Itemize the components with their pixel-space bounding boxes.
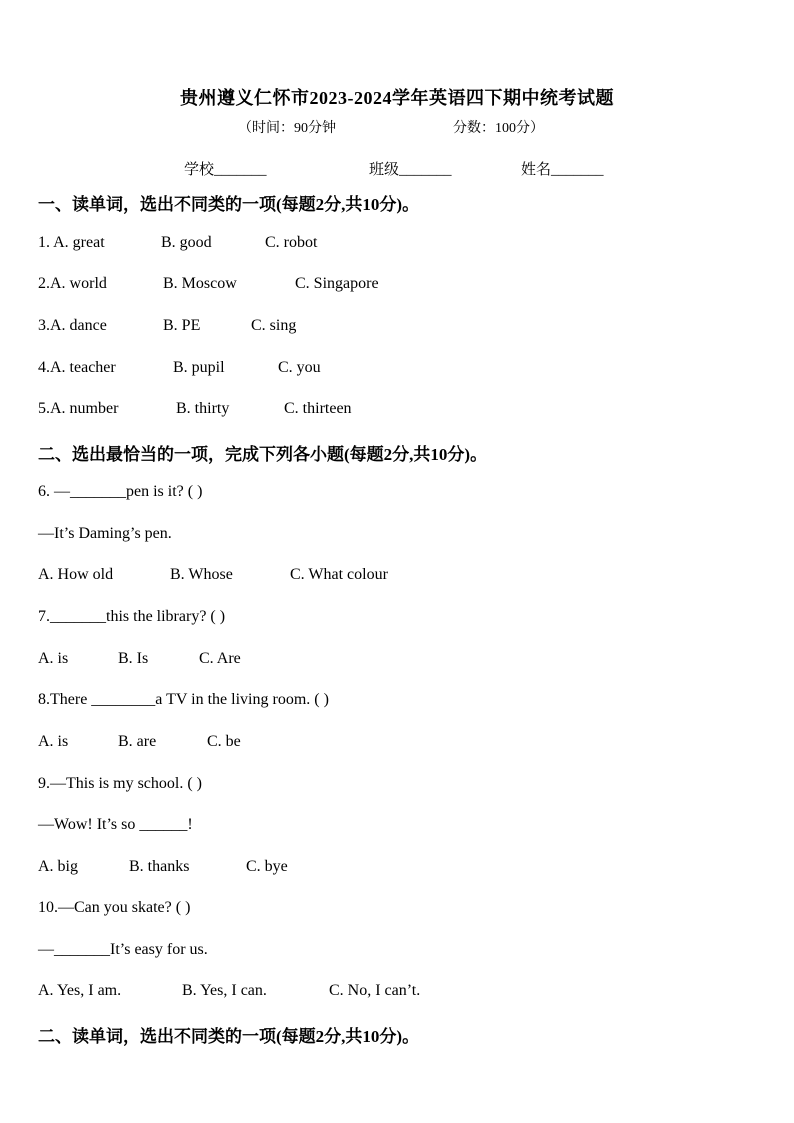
q2-option-b: B. Moscow (163, 275, 237, 292)
q3-option-a: 3.A. dance (38, 317, 107, 334)
section1-heading: 一、读单词，选出不同类的一项(每题2分,共10分)。 (38, 195, 420, 214)
q9-reply: —Wow! It’s so ______! (38, 816, 193, 833)
q6-option-c: C. What colour (290, 566, 388, 583)
q10-stem: 10.—Can you skate? ( ) (38, 899, 191, 916)
q1-option-a: 1. A. great (38, 234, 105, 251)
q3-option-b: B. PE (163, 317, 201, 334)
q10-reply: —_______It’s easy for us. (38, 941, 208, 958)
q9-stem: 9.—This is my school. ( ) (38, 775, 202, 792)
school-field: 学校_______ (184, 162, 267, 178)
q9-option-c: C. bye (246, 858, 288, 875)
q7-option-c: C. Are (199, 650, 241, 667)
q2-option-c: C. Singapore (295, 275, 379, 292)
q1-option-b: B. good (161, 234, 212, 251)
q8-option-c: C. be (207, 733, 241, 750)
q7-option-b: B. Is (118, 650, 149, 667)
q4-option-b: B. pupil (173, 359, 225, 376)
q2-option-a: 2.A. world (38, 275, 107, 292)
q10-option-c: C. No, I can’t. (329, 982, 421, 999)
exam-title: 贵州遵义仁怀市2023-2024学年英语四下期中统考试题 (180, 88, 614, 108)
q9-option-a: A. big (38, 858, 78, 875)
q8-option-b: B. are (118, 733, 157, 750)
q5-option-b: B. thirty (176, 400, 230, 417)
q5-option-a: 5.A. number (38, 400, 119, 417)
q3-option-c: C. sing (251, 317, 297, 334)
name-field: 姓名_______ (521, 162, 604, 178)
q6-reply: —It’s Daming’s pen. (38, 525, 172, 542)
q4-option-a: 4.A. teacher (38, 359, 116, 376)
q4-option-c: C. you (278, 359, 321, 376)
q8-stem: 8.There ________a TV in the living room. ( ) (38, 691, 329, 708)
q7-option-a: A. is (38, 650, 69, 667)
q8-option-a: A. is (38, 733, 69, 750)
q6-option-b: B. Whose (170, 566, 233, 583)
exam-time: （时间：90分钟 (238, 121, 336, 136)
q6-stem: 6. —_______pen is it? ( ) (38, 483, 203, 500)
section2-heading: 二、选出最恰当的一项，完成下列各小题(每题2分,共10分)。 (38, 445, 488, 464)
q10-option-a: A. Yes, I am. (38, 982, 122, 999)
q9-option-b: B. thanks (129, 858, 190, 875)
exam-score: 分数：100分） (453, 121, 544, 136)
class-field: 班级_______ (369, 162, 452, 178)
q1-option-c: C. robot (265, 234, 318, 251)
q5-option-c: C. thirteen (284, 400, 352, 417)
q10-option-b: B. Yes, I can. (182, 982, 267, 999)
q6-option-a: A. How old (38, 566, 114, 583)
q7-stem: 7._______this the library? ( ) (38, 608, 226, 625)
section3-heading: 二、读单词，选出不同类的一项(每题2分,共10分)。 (38, 1027, 420, 1046)
